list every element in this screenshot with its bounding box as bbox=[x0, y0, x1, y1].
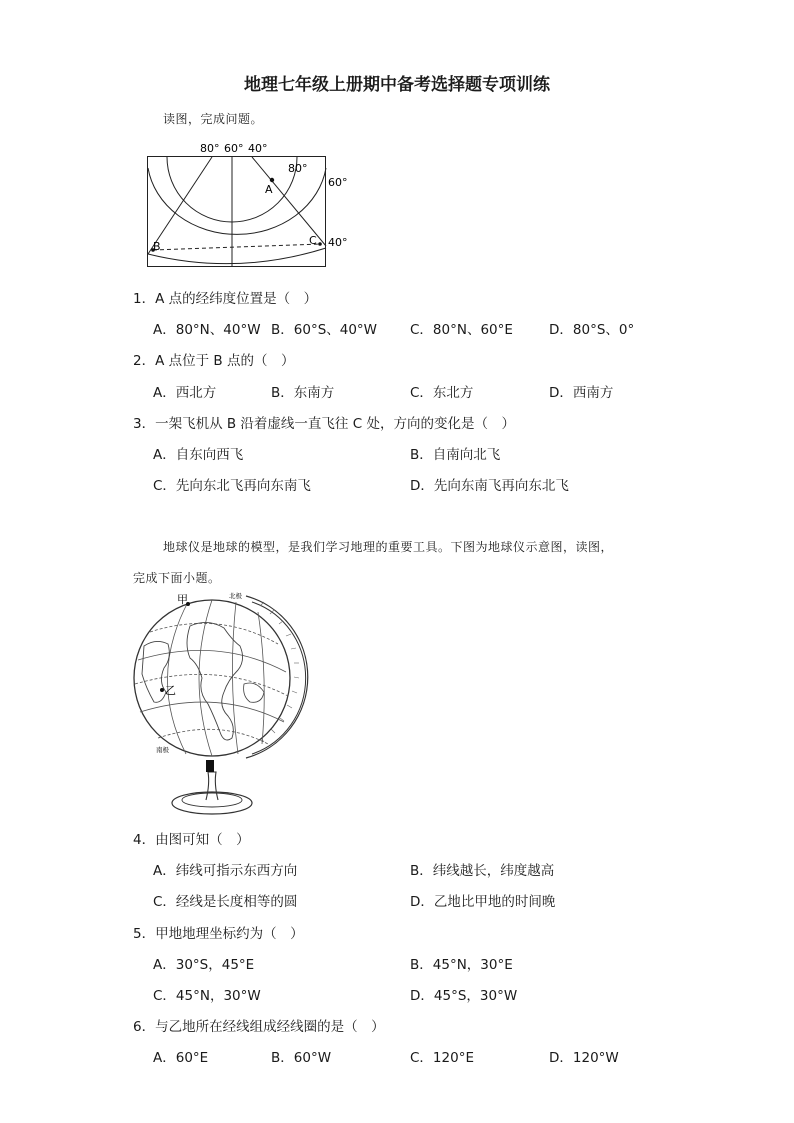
question-3-stem: 3．一架飞机从 B 沿着虚线一直飞往 C 处，方向的变化是（ ） bbox=[133, 416, 515, 432]
question-3-option-b[interactable]: B．自南向北飞 bbox=[410, 447, 501, 463]
question-4-option-b[interactable]: B．纬线越长，纬度越高 bbox=[410, 863, 555, 879]
section2-intro-line1: 地球仪是地球的模型，是我们学习地理的重要工具。下图为地球仪示意图，读图， bbox=[163, 540, 614, 554]
label-point-b: B bbox=[153, 240, 161, 253]
question-2-option-a[interactable]: A．西北方 bbox=[153, 385, 217, 401]
meridian-ring-outer bbox=[246, 596, 308, 758]
section2-intro-line2: 完成下面小题。 bbox=[133, 571, 221, 585]
question-1-option-a[interactable]: A．80°N、40°W bbox=[153, 322, 261, 338]
label-lat40: 40° bbox=[328, 236, 348, 249]
label-north-pole: 北极 bbox=[229, 592, 242, 600]
latitude-40-arc bbox=[148, 248, 326, 264]
question-4-stem: 4．由图可知（ ） bbox=[133, 832, 250, 848]
label-lat60: 60° bbox=[328, 176, 348, 189]
question-1-option-c[interactable]: C．80°N、60°E bbox=[410, 322, 513, 338]
globe-longitude-lines bbox=[167, 600, 264, 756]
label-lon80: 80° bbox=[200, 142, 220, 155]
globe-illustration bbox=[128, 588, 328, 820]
globe-pivot bbox=[206, 760, 214, 772]
question-4-option-a[interactable]: A．纬线可指示东西方向 bbox=[153, 863, 298, 879]
label-yi: 乙 bbox=[165, 684, 176, 697]
polar-grid-map bbox=[140, 138, 360, 270]
question-5-option-a[interactable]: A．30°S，45°E bbox=[153, 957, 255, 973]
label-south-pole: 南极 bbox=[156, 746, 169, 754]
question-5-option-d[interactable]: D．45°S，30°W bbox=[410, 988, 518, 1004]
continent-small bbox=[244, 683, 264, 702]
question-3-option-d[interactable]: D．先向东南飞再向东北飞 bbox=[410, 478, 569, 494]
label-point-a: A bbox=[265, 183, 273, 196]
question-3-option-c[interactable]: C．先向东北飞再向东南飞 bbox=[153, 478, 311, 494]
question-6-option-c[interactable]: C．120°E bbox=[410, 1050, 474, 1066]
question-4-option-d[interactable]: D．乙地比甲地的时间晚 bbox=[410, 894, 556, 910]
question-2-stem: 2．A 点位于 B 点的（ ） bbox=[133, 353, 295, 369]
question-6-option-d[interactable]: D．120°W bbox=[549, 1050, 619, 1066]
point-yi-marker bbox=[160, 688, 164, 692]
question-5-stem: 5．甲地地理坐标约为（ ） bbox=[133, 926, 304, 942]
page-title: 地理七年级上册期中备考选择题专项训练 bbox=[244, 75, 550, 95]
flight-path-dashed bbox=[153, 244, 320, 250]
question-2-option-c[interactable]: C．东北方 bbox=[410, 385, 474, 401]
label-lat80: 80° bbox=[288, 162, 308, 175]
question-5-option-c[interactable]: C．45°N，30°W bbox=[153, 988, 261, 1004]
label-lon40: 40° bbox=[248, 142, 268, 155]
globe-stem bbox=[206, 772, 218, 800]
label-jia: 甲 bbox=[177, 593, 188, 606]
question-3-option-a[interactable]: A．自东向西飞 bbox=[153, 447, 244, 463]
question-4-option-c[interactable]: C．经线是长度相等的圆 bbox=[153, 894, 298, 910]
question-2-option-d[interactable]: D．西南方 bbox=[549, 385, 614, 401]
question-1-stem: 1．A 点的经纬度位置是（ ） bbox=[133, 291, 318, 307]
question-2-option-b[interactable]: B．东南方 bbox=[271, 385, 335, 401]
question-5-option-b[interactable]: B．45°N，30°E bbox=[410, 957, 513, 973]
question-6-option-a[interactable]: A．60°E bbox=[153, 1050, 209, 1066]
label-point-c: C bbox=[309, 234, 317, 247]
question-1-option-d[interactable]: D．80°S、0° bbox=[549, 322, 635, 338]
question-6-stem: 6．与乙地所在经线组成经线圈的是（ ） bbox=[133, 1019, 385, 1035]
point-c-marker bbox=[318, 242, 322, 246]
point-a-marker bbox=[270, 178, 274, 182]
question-1-option-b[interactable]: B．60°S、40°W bbox=[271, 322, 378, 338]
label-lon60: 60° bbox=[224, 142, 244, 155]
question-6-option-b[interactable]: B．60°W bbox=[271, 1050, 332, 1066]
latitude-60-arc bbox=[148, 168, 326, 234]
section1-intro: 读图，完成问题。 bbox=[163, 112, 264, 126]
